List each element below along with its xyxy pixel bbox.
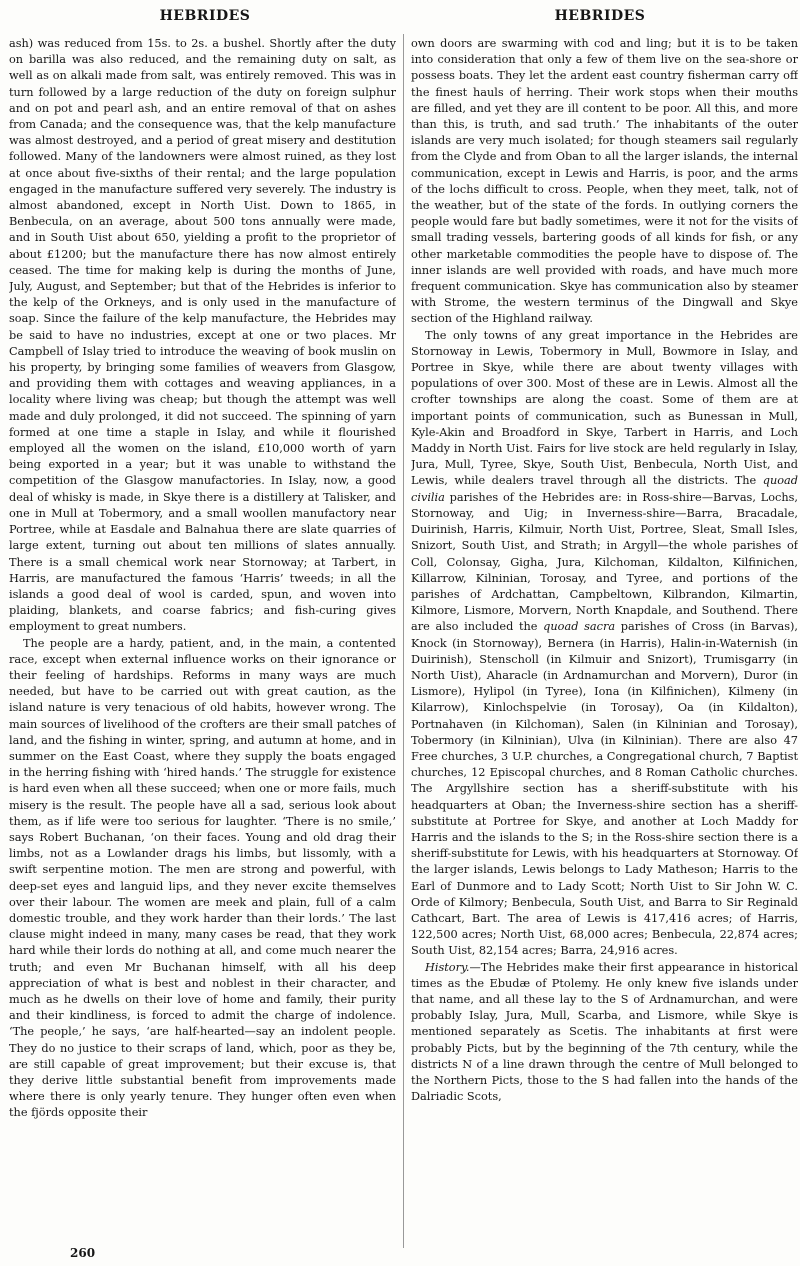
running-head-left: HEBRIDES — [159, 8, 251, 24]
section-heading: History. — [425, 960, 470, 974]
left-column — [9, 36, 396, 1248]
text-run: parishes of the Hebrides are: in Ross-shire—Barvas, Lochs, Stornoway, and Uig; in Inverness-shire—Barra, Bracadale, Duirinish, Harris, Kilmuir, North Uist, Portree, Sleat, Small Isles, Snizort, South Uist, and Strath; in Argyll—the whole parishes of Coll, Colonsay, Gigha, Jura, Kilchoman, Kildalton, Kilfinichen, Killarrow, Kilninian, Torosay, and Tyree, and portions of the parishes of Ardchattan, Campbeltown, Kilbrandon, Kilmartin, Kilmore, Lismore, Morvern, North Knapdale, and Southend. There are also included the — [411, 490, 798, 634]
paragraph — [411, 960, 798, 1106]
column-rule — [403, 34, 404, 1248]
italic-term: quoad sacra — [543, 620, 616, 634]
paragraph: own doors are swarming with cod and ling; but it is to be taken into consideration that only a few of them live on the sea-shore or possess boats. They let the ardent east country fisherman carry off the finest hauls of herring. Their work stops when their mouths are filled, and yet they are ill content to be poor. All this, and more than this, is truth, and sad truth.’ The inhabitants of the outer islands are very much isolated; for though steamers sail regularly from the Clyde and from Oban to all the larger islands, the internal communication, except in Lewis and Harris, is poor, and the arms of the lochs difficult to cross. People, when they meet, talk, not of the weather, but of the state of the fords. In outlying corners the people would fare but badly sometimes, were it not for the visits of small trading vessels, bartering goods of all kinds for fish, or any other marketable commodities the people have to dispose of. The inner islands are well provided with roads, and have much more frequent communication. Skye has communication also by steamer with Strome, the western terminus of the Dingwall and Skye section of the Highland railway. — [411, 37, 798, 326]
italic-term: quoad civilia — [411, 474, 798, 504]
paragraph — [411, 328, 798, 960]
paragraph: ash) was reduced from 15s. to 2s. a bushel. Shortly after the duty on barilla was also reduced, and the remaining duty on salt, as well as on alkali made from salt, was entirely removed. This was in turn followed by a large reduction of the duty on foreign sulphur and on pot and pearl ash, and an entire removal of that on ashes from Canada; and the consequence was, that the kelp manufacture was almost destroyed, and a period of great misery and destitution followed. Many of the landowners were almost ruined, as they lost at once about five-sixths of their rental; and the large population engaged in the manufacture suffered very severely. The industry is almost abandoned, except in North Uist. Down to 1865, in Benbecula, on an average, about 500 tons annually were made, and in South Uist about 650, yielding a profit to the proprietor of about £1200; but the manufacture there has now almost entirely ceased. The time for making kelp is during the months of June, July, August, and September; but that of the Hebrides is inferior to the kelp of the Orkneys, and is only used in the manufacture of soap. Since the failure of the kelp manufacture, the Hebrides may be said to have no industries, except at one or two places. Mr Campbell of Islay tried to introduce the weaving of book muslin on his property, by bringing some families of weavers from Glasgow, and providing them with cottages and weaving appliances, in a locality where living was cheap; but though the attempt was well made and duly prolonged, it did not succeed. The spinning of yarn formed at one time a staple in Islay, and while it flourished employed all the women on the island, £10,000 worth of yarn being exported in a year; but it was unable to withstand the competition of the Glasgow manufactories. In Islay, now, a good deal of whisky is made, in Skye there is a distillery at Talisker, and one in Mull at Tobermory, and a small woollen manufactory near Portree, while at Easdale and Balnahua there are slate quarries of large extent, turning out about ten millions of slates annually. There is a small chemical work near Stornoway; at Tarbert, in Harris, are manufactured the famous ‘Harris’ tweeds; in all the islands a good deal of wool is carded, spun, and woven into plaiding, blankets, and coarse fabrics; and fish-curing gives employment to great numbers. — [9, 37, 396, 634]
right-column — [411, 36, 798, 1248]
page-number: 260 — [70, 1246, 96, 1260]
text-run: The only towns of any great importance in the Hebrides are Stornoway in Lewis, Tobermory in Mull, Bowmore in Islay, and Portree in Skye, while there are about twenty villages with populations of over 300. Most of these are in Lewis. Almost all the crofter townships are along the coast. Some of them are at important points of communication, such as Bunessan in Mull, Kyle-Akin and Broadford in Skye, Tarbert in Harris, and Loch Maddy in North Uist. Fairs for live stock are held regularly in Islay, Jura, Mull, Tyree, Skye, South Uist, Benbecula, North Uist, and Lewis, while dealers travel through all the districts. The — [411, 328, 798, 488]
paragraph: The people are a hardy, patient, and, in the main, a contented race, except when external influence works on their ignorance or their feeling of hardships. Reforms in many ways are much needed, but have to be carried out with great caution, as the island nature is very tenacious of old habits, however wrong. The main sources of livelihood of the crofters are their small patches of land, and the fishing in winter, spring, and autumn at home, and in summer on the East Coast, where they supply the boats engaged in the herring fishing with ‘hired hands.’ The struggle for existence is hard even when all these succeed; when one or more fails, much misery is the result. The people have all a sad, serious look about them, as if life were too serious for laughter. ‘There is no smile,’ says Robert Buchanan, ‘on their faces. Young and old drag their limbs, not as a Lowlander drags his limbs, but lissomly, with a swift serpentine motion. The men are strong and powerful, with deep-set eyes and languid lips, and they never excite themselves over their labour. The women are meek and plain, full of a calm domestic trouble, and they work harder than their lords.’ The last clause might indeed in many, many cases be read, that they work hard while their lords do nothing at all, and come much nearer the truth; and even Mr Buchanan himself, with all his deep appreciation of what is best and noblest in their character, and much as he dwells on their love of home and family, their purity and their kindliness, is forced to admit the charge of indolence. ‘The people,’ he says, ‘are half-hearted—say an indolent people. They do no justice to their scraps of land, which, poor as they be, are still capable of great improvement; but their excuse is, that they derive little substantial benefit from improvements made where there is only yearly tenure. They hunger often even when the fjörds opposite their — [9, 636, 396, 1120]
running-head-right: HEBRIDES — [554, 8, 646, 24]
text-run: —The Hebrides make their first appearance in historical times as the Ebudæ of Ptolemy. He only knew five islands under that name, and all these lay to the S of Ardnamurchan, and were probably Islay, Jura, Mull, Scarba, and Lismore, while Skye is mentioned separately as Scetis. The inhabitants at first were probably Picts, but by the beginning of the 7th century, while the districts N of a line drawn through the centre of Mull belonged to the Northern Picts, those to the S had fallen into the hands of the Dalriadic Scots, — [411, 960, 798, 1104]
text-run: parishes of Cross (in Barvas), Knock (in Stornoway), Bernera (in Harris), Halin-in-Waternish (in Duirinish), Stenscholl (in Kilmuir and Snizort), Trumisgarry (in North Uist), Aharacle (in Ardnamurchan and Morvern), Duror (in Lismore), Hylipol (in Tyree), Iona (in Kilfinichen), Kilmeny (in Kilarrow), Kinlochspelvie (in Torosay), Oa (in Kildalton), Portnahaven (in Kilchoman), Salen (in Kilninian and Torosay), Tobermory (in Kilninian), Ulva (in Kilninian). There are also 47 Free churches, 3 U.P. churches, a Congregational church, 7 Baptist churches, 12 Episcopal churches, and 8 Roman Catholic churches. The Argyllshire section has a sheriff-substitute with his headquarters at Oban; the Inverness-shire section has a sheriff-substitute at Portree for Skye, and another at Loch Maddy for Harris and the islands to the S; in the Ross-shire section there is a sheriff-substitute for Lewis, with his headquarters at Stornoway. Of the larger islands, Lewis belongs to Lady Matheson; Harris to the Earl of Dunmore and to Lady Scott; North Uist to Sir John W. C. Orde of Kilmory; Benbecula, South Uist, and Barra to Sir Reginald Cathcart, Bart. The area of Lewis is 417,416 acres; of Harris, 122,500 acres; North Uist, 68,000 acres; Benbecula, 22,874 acres; South Uist, 82,154 acres; Barra, 24,916 acres. — [411, 620, 798, 958]
